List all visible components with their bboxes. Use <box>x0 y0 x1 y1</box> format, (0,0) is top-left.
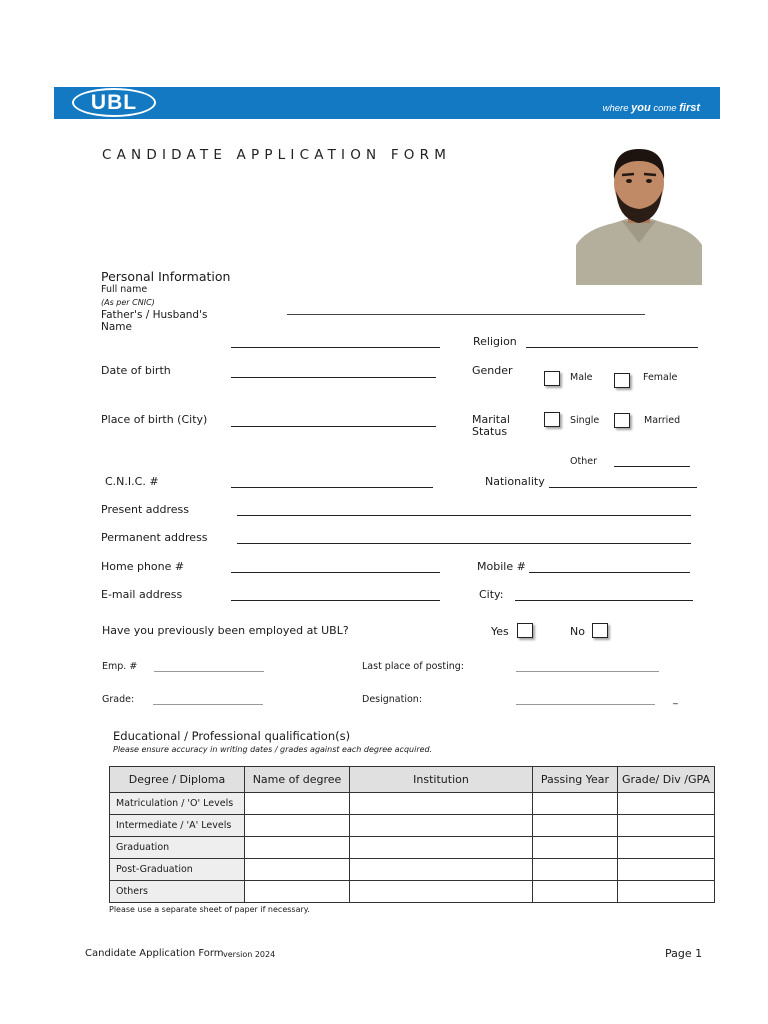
tagline-pre: where <box>602 103 629 114</box>
father-name-label-1: Father's / Husband's <box>101 309 208 321</box>
col-grade: Grade/ Div /GPA <box>618 767 715 793</box>
other-field[interactable] <box>614 466 690 467</box>
dob-label: Date of birth <box>101 364 171 377</box>
table-cell[interactable] <box>245 837 350 859</box>
no-checkbox[interactable] <box>592 623 608 638</box>
nationality-field[interactable] <box>549 487 697 488</box>
table-cell[interactable] <box>245 815 350 837</box>
cnic-field[interactable] <box>231 487 433 488</box>
mobile-label: Mobile # <box>477 560 526 573</box>
emp-no-label: Emp. # <box>102 661 138 672</box>
table-cell[interactable] <box>350 815 533 837</box>
religion-field[interactable] <box>526 347 698 348</box>
table-cell[interactable] <box>533 881 618 903</box>
home-phone-label: Home phone # <box>101 560 185 573</box>
section-personal-info: Personal Information <box>101 269 231 284</box>
table-cell[interactable] <box>533 793 618 815</box>
male-label: Male <box>570 372 593 383</box>
table-cell[interactable] <box>350 837 533 859</box>
table-cell[interactable] <box>350 793 533 815</box>
tagline-first: first <box>679 102 700 114</box>
yes-label: Yes <box>491 625 509 638</box>
cnic-note: (As per CNIC) <box>101 298 155 307</box>
mobile-field[interactable] <box>529 572 690 573</box>
full-name-field[interactable] <box>287 314 645 315</box>
married-label: Married <box>644 415 681 426</box>
cnic-label: C.N.I.C. # <box>105 475 159 488</box>
present-address-label: Present address <box>101 503 189 516</box>
female-checkbox[interactable] <box>614 373 630 388</box>
yes-checkbox[interactable] <box>517 623 533 638</box>
pob-field[interactable] <box>231 426 436 427</box>
col-passing-year: Passing Year <box>533 767 618 793</box>
nationality-label: Nationality <box>485 475 545 488</box>
table-cell[interactable] <box>245 859 350 881</box>
col-name-of-degree: Name of degree <box>245 767 350 793</box>
other-label: Other <box>570 456 597 467</box>
table-cell[interactable] <box>245 881 350 903</box>
single-checkbox[interactable] <box>544 412 560 427</box>
email-label: E-mail address <box>101 588 183 601</box>
gender-label: Gender <box>472 364 513 377</box>
father-name-field[interactable] <box>231 347 440 348</box>
religion-label: Religion <box>473 335 517 348</box>
single-label: Single <box>570 415 600 426</box>
header-banner <box>54 87 720 119</box>
female-label: Female <box>643 372 678 383</box>
table-cell[interactable] <box>618 859 715 881</box>
designation-dash: _ <box>673 694 678 705</box>
designation-label: Designation: <box>362 694 423 705</box>
row-label-others: Others <box>110 881 245 903</box>
qualification-table <box>109 766 715 903</box>
form-title: CANDIDATE APPLICATION FORM <box>102 147 452 163</box>
grade-field[interactable] <box>153 704 263 705</box>
table-header-row <box>110 767 715 793</box>
footer-doc-name: Candidate Application Form <box>85 948 224 959</box>
table-cell[interactable] <box>618 793 715 815</box>
table-row <box>110 837 715 859</box>
table-footnote: Please use a separate sheet of paper if necessary. <box>109 905 310 914</box>
table-cell[interactable] <box>618 881 715 903</box>
marital-label-2: Status <box>472 425 508 438</box>
candidate-photo <box>576 143 702 285</box>
full-name-label: Full name <box>101 284 148 295</box>
table-cell[interactable] <box>533 859 618 881</box>
city-label: City: <box>479 588 504 601</box>
table-cell[interactable] <box>245 793 350 815</box>
tagline-mid: come <box>653 103 677 114</box>
logo-text: UBL <box>90 90 138 114</box>
employed-question: Have you previously been employed at UBL? <box>102 624 349 637</box>
present-address-field[interactable] <box>237 515 691 516</box>
pob-label: Place of birth (City) <box>101 413 208 426</box>
home-phone-field[interactable] <box>231 572 440 573</box>
table-cell[interactable] <box>618 837 715 859</box>
emp-no-field[interactable] <box>154 671 264 672</box>
grade-label: Grade: <box>102 694 135 705</box>
footer-version: version 2024 <box>223 950 276 959</box>
table-cell[interactable] <box>618 815 715 837</box>
father-name-label-2: Name <box>101 321 132 333</box>
page-number: Page 1 <box>665 947 703 960</box>
row-label-post-graduation: Post-Graduation <box>110 859 245 881</box>
table-cell[interactable] <box>533 815 618 837</box>
table-row <box>110 859 715 881</box>
marital-label-1: Marital <box>472 413 510 426</box>
tagline-you: you <box>631 102 651 114</box>
last-posting-label: Last place of posting: <box>362 661 464 672</box>
last-posting-field[interactable] <box>516 671 659 672</box>
city-field[interactable] <box>515 600 693 601</box>
dob-field[interactable] <box>231 377 436 378</box>
table-row <box>110 815 715 837</box>
row-label-intermediate: Intermediate / 'A' Levels <box>110 815 245 837</box>
permanent-address-label: Permanent address <box>101 531 208 544</box>
no-label: No <box>570 625 585 638</box>
ubl-logo <box>72 88 156 117</box>
education-title: Educational / Professional qualification(s) <box>113 729 351 743</box>
row-label-matriculation: Matriculation / 'O' Levels <box>110 793 245 815</box>
portrait-illustration <box>576 143 702 285</box>
col-degree: Degree / Diploma <box>110 767 245 793</box>
table-cell[interactable] <box>533 837 618 859</box>
tagline <box>603 102 700 114</box>
male-checkbox[interactable] <box>544 371 560 386</box>
table-row <box>110 881 715 903</box>
education-note: Please ensure accuracy in writing dates / grades against each degree acquired. <box>113 745 433 754</box>
permanent-address-field[interactable] <box>237 543 691 544</box>
col-institution: Institution <box>350 767 533 793</box>
table-row <box>110 793 715 815</box>
table-cell[interactable] <box>350 881 533 903</box>
email-field[interactable] <box>231 600 440 601</box>
table-cell[interactable] <box>350 859 533 881</box>
designation-field[interactable] <box>516 704 655 705</box>
married-checkbox[interactable] <box>614 413 630 428</box>
row-label-graduation: Graduation <box>110 837 245 859</box>
